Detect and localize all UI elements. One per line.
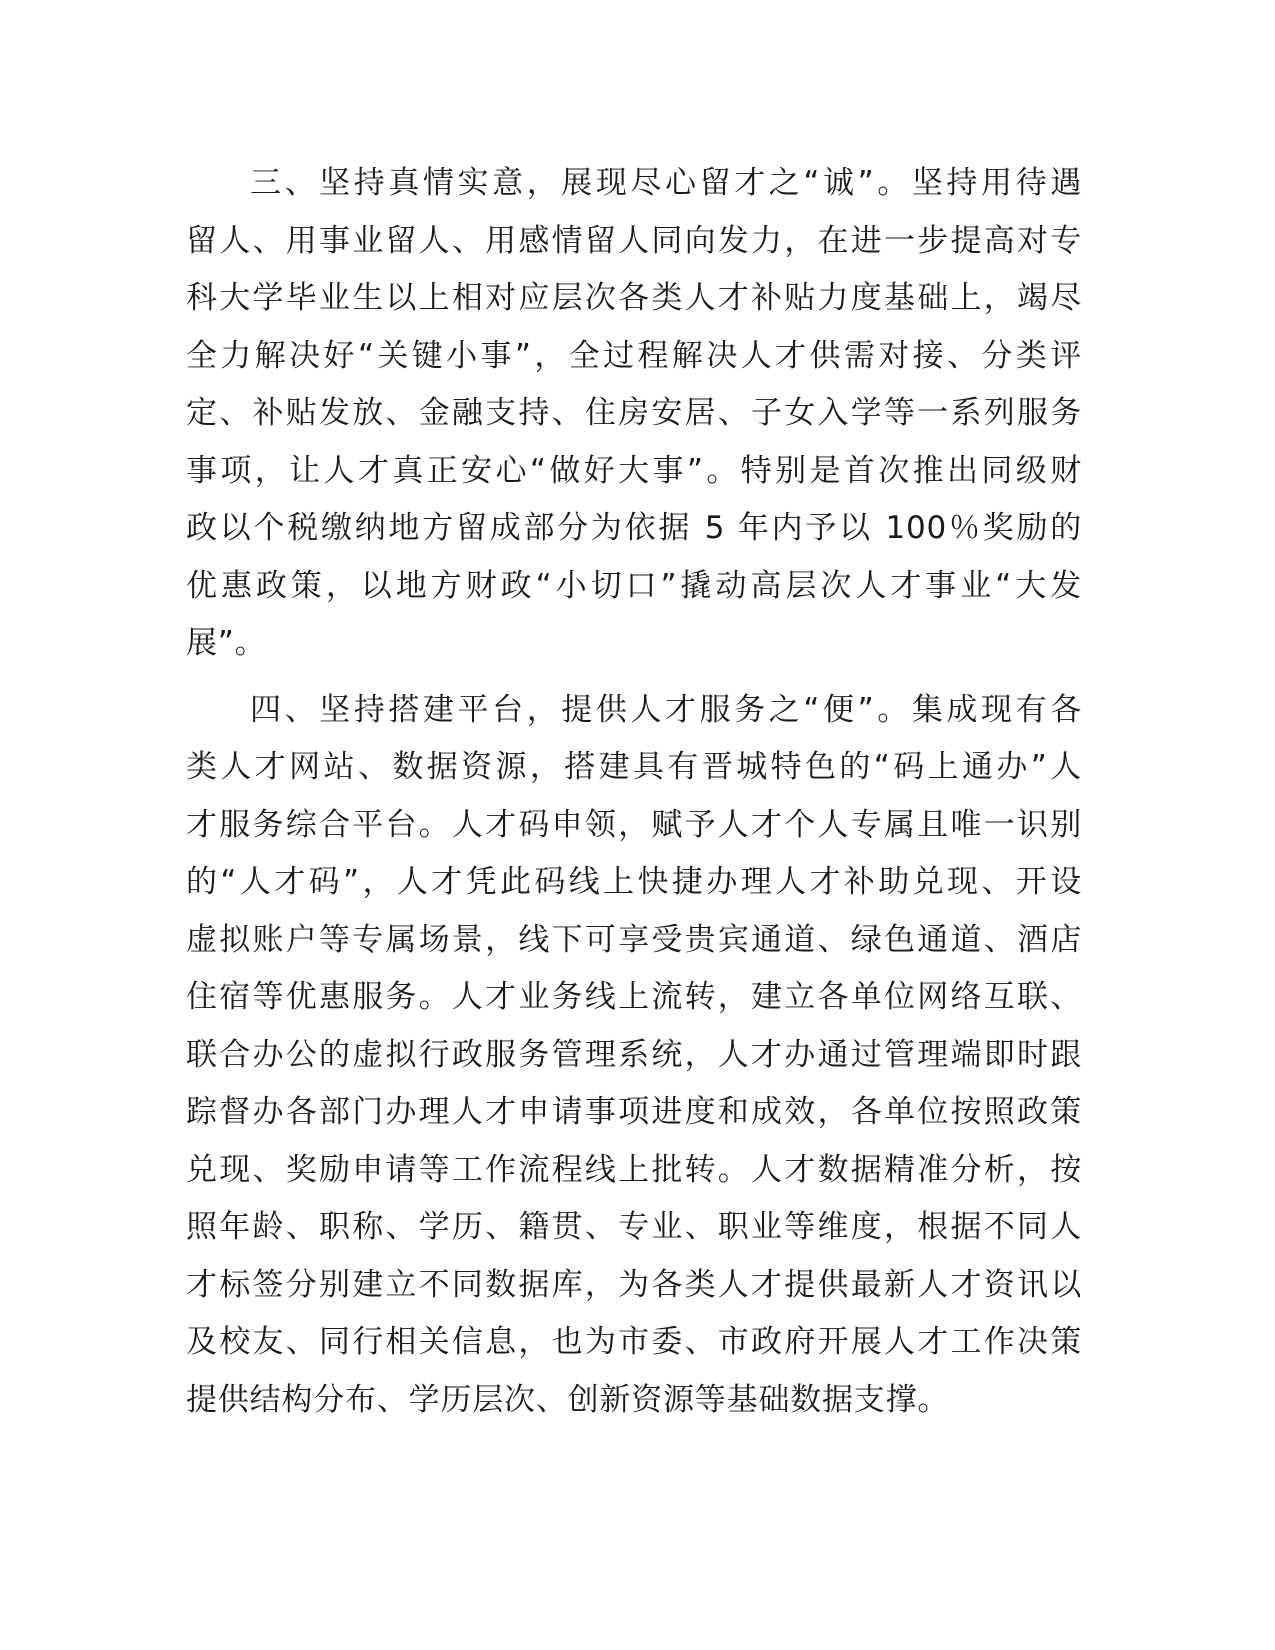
paragraph-line: 留人、用事业留人、用感情留人同向发力，在进一步提高对专 <box>186 222 1082 259</box>
paragraph-line: 四、坚持搭建平台，提供人才服务之“便”。集成现有各 <box>250 691 1082 728</box>
paragraph-line: 定、补贴发放、金融支持、住房安居、子女入学等一系列服务 <box>186 395 1082 431</box>
paragraph-line: 事项，让人才真正安心“做好大事”。特别是首次推出同级财 <box>186 452 1082 489</box>
paragraph-three <box>186 155 1082 673</box>
paragraph-line: 类人才网站、数据资源，搭建具有晋城特色的“码上通办”人 <box>186 749 1082 785</box>
paragraph-line: 科大学毕业生以上相对应层次各类人才补贴力度基础上，竭尽 <box>186 280 1082 316</box>
paragraph-line: 照年龄、职称、学历、籍贯、专业、职业等维度，根据不同人 <box>186 1209 1082 1245</box>
paragraph-line: 三、坚持真情实意，展现尽心留才之“诚”。坚持用待遇 <box>250 165 1082 201</box>
paragraph-line: 联合办公的虚拟行政服务管理系统，人才办通过管理端即时跟 <box>186 1036 1082 1073</box>
paragraph-line: 的“人才码”，人才凭此码线上快捷办理人才补助兑现、开设 <box>186 864 1082 900</box>
paragraph-line: 提供结构分布、学历层次、创新资源等基础数据支撑。 <box>186 1381 950 1418</box>
paragraph-line: 及校友、同行相关信息，也为市委、市政府开展人才工作决策 <box>186 1324 1082 1360</box>
paragraph-line: 踪督办各部门办理人才申请事项进度和成效，各单位按照政策 <box>186 1094 1082 1130</box>
paragraph-line: 展”。 <box>186 625 267 661</box>
paragraph-line: 政以个税缴纳地方留成部分为依据 5 年内予以 100％奖励的 <box>186 510 1082 546</box>
paragraph-four <box>186 682 1082 1430</box>
paragraph-line: 才服务综合平台。人才码申领，赋予人才个人专属且唯一识别 <box>186 806 1082 843</box>
paragraph-line: 住宿等优惠服务。人才业务线上流转，建立各单位网络互联、 <box>186 979 1082 1015</box>
paragraph-line: 兑现、奖励申请等工作流程线上批转。人才数据精准分析，按 <box>186 1151 1082 1188</box>
paragraph-line: 虚拟账户等专属场景，线下可享受贵宾通道、绿色通道、酒店 <box>186 921 1082 958</box>
paragraph-line: 才标签分别建立不同数据库，为各类人才提供最新人才资讯以 <box>186 1266 1082 1303</box>
document-body <box>186 155 1082 1429</box>
paragraph-line: 优惠政策，以地方财政“小切口”撬动高层次人才事业“大发 <box>186 567 1082 604</box>
paragraph-line: 全力解决好“关键小事”，全过程解决人才供需对接、分类评 <box>186 337 1082 374</box>
